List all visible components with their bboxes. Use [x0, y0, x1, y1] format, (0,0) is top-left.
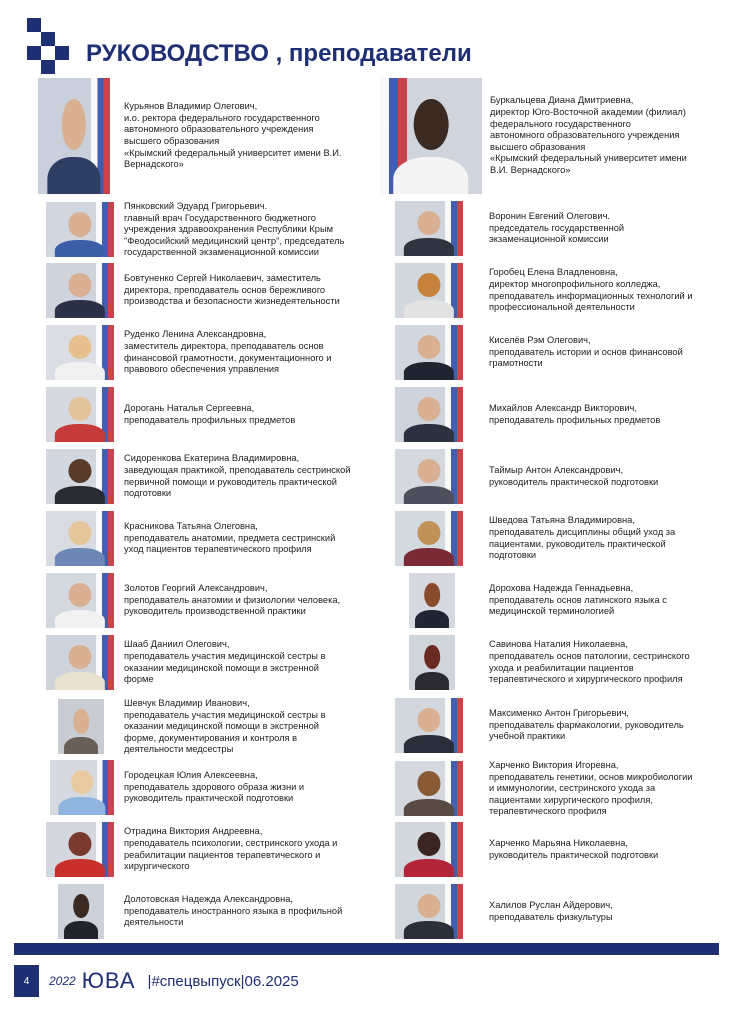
- staff-caption: Шведова Татьяна Владимировна, преподаватель дисциплины общий уход за пациентами, руководитель практической подготовки: [489, 515, 676, 561]
- logo-mark: [27, 18, 71, 74]
- staff-card: [38, 78, 342, 194]
- staff-photo: [46, 573, 114, 628]
- staff-photo: [58, 884, 104, 939]
- staff-caption: Бовтуненко Сергей Николаевич, заместитель директора, преподаватель основ бережливого производства и безопасности жизнедеятельности: [124, 273, 340, 307]
- staff-card: [46, 263, 340, 318]
- staff-card: [395, 884, 613, 939]
- footer-brand: ЮВА: [81, 968, 136, 993]
- staff-card: [46, 449, 350, 504]
- staff-photo: [409, 635, 455, 690]
- staff-photo: [395, 698, 463, 753]
- staff-caption: Харченко Виктория Игоревна, преподаватель генетики, основ микробиологии и иммунологии, сестринского ухода за пациентами хирургического профиля, терапевтического профиля: [489, 760, 693, 817]
- staff-caption: Михайлов Александр Викторович, преподаватель профильных предметов: [489, 402, 661, 425]
- footer: [14, 965, 299, 997]
- staff-photo: [395, 511, 463, 566]
- staff-caption: Золотов Георгий Александрович, преподаватель анатомии и физиологии человека, руководитель производственной практики: [124, 583, 341, 617]
- staff-photo: [395, 201, 463, 256]
- footer-issue: |#спецвыпуск|06.2025: [147, 972, 299, 990]
- staff-caption: Пянковский Эдуард Григорьевич. главный врач Государственного бюджетного учреждения здравоохранения Республики Крым "Феодосийский медицинский центр", председатель государственной экзаменационной комиссии: [124, 201, 345, 258]
- staff-caption: Красникова Татьяна Олеговна, преподаватель анатомии, предмета сестринский уход пациентов терапевтического профиля: [124, 521, 336, 555]
- staff-caption: Долотовская Надежда Александровна, преподаватель иностранного языка в профильной деятельности: [124, 894, 343, 928]
- staff-photo: [46, 511, 114, 566]
- staff-photo: [395, 449, 463, 504]
- staff-caption: Максименко Антон Григорьевич, преподаватель фармакологии, руководитель учебной практики: [489, 708, 684, 742]
- staff-card: [46, 325, 332, 380]
- staff-card: [395, 698, 684, 753]
- staff-caption: Курьянов Владимир Олегович, и.о. ректора федерального государственного автономного образовательного учреждения высшего образования «Крымский федеральный университет имени В.И. Вернадского»: [124, 101, 342, 170]
- page-title: РУКОВОДСТВО , преподаватели: [86, 40, 472, 67]
- staff-photo: [395, 325, 463, 380]
- staff-caption: Харченко Марьяна Николаевна, руководитель практической подготовки: [489, 837, 659, 860]
- staff-caption: Руденко Ленина Александровна, заместитель директора, преподаватель основ финансовой грамотности, документационного и правового обеспечения управления: [124, 329, 332, 375]
- staff-card: [395, 760, 692, 818]
- staff-card: [409, 573, 667, 628]
- bottom-divider: [14, 943, 719, 955]
- staff-photo: [38, 78, 110, 194]
- staff-photo: [50, 760, 114, 815]
- staff-photo: [46, 822, 114, 877]
- staff-photo: [395, 822, 463, 877]
- staff-card: [58, 884, 342, 939]
- staff-card: [380, 78, 687, 194]
- staff-card: [395, 325, 683, 380]
- staff-card: [46, 387, 295, 442]
- staff-caption: Дорохова Надежда Геннадьевна, преподаватель основ латинского языка с медицинской терминологией: [489, 583, 667, 617]
- staff-card: [395, 201, 624, 256]
- staff-card: [395, 387, 660, 442]
- footer-year: 2022: [49, 974, 76, 988]
- page-number: 4: [14, 965, 39, 997]
- staff-photo: [395, 761, 463, 816]
- staff-photo: [395, 387, 463, 442]
- staff-caption: Таймыр Антон Александрович, руководитель практической подготовки: [489, 464, 659, 487]
- staff-caption: Шевчук Владимир Иванович, преподаватель участия медицинской сестры в оказании медицинской помощи в экстренной форме, документирования и контроля в деятельности медсестры: [124, 698, 326, 755]
- staff-caption: Дорогань Наталья Сергеевна, преподаватель профильных предметов: [124, 402, 296, 425]
- staff-caption: Савинова Наталия Николаевна, преподаватель основ патологии, сестринского ухода и реабилитации пациентов терапевтического и хирургического профиля: [489, 639, 690, 685]
- staff-caption: Отрадина Виктория Андреевна, преподаватель психологии, сестринского ухода и реабилитации пациентов терапевтического и хирургического: [124, 826, 338, 872]
- staff-card: [46, 511, 335, 566]
- staff-card: [46, 635, 326, 690]
- staff-card: [395, 822, 658, 877]
- staff-photo: [46, 263, 114, 318]
- staff-photo: [380, 78, 482, 194]
- staff-photo: [409, 573, 455, 628]
- staff-photo: [46, 449, 114, 504]
- staff-caption: Сидоренкова Екатерина Владимировна, заведующая практикой, преподаватель сестринской первичной помощи и руководитель практической подготовки: [124, 453, 351, 499]
- staff-card: [46, 822, 337, 877]
- staff-card: [395, 263, 693, 318]
- staff-caption: Халилов Руслан Айдерович, преподаватель физкультуры: [489, 899, 613, 922]
- staff-card: [409, 635, 690, 690]
- staff-photo: [46, 325, 114, 380]
- staff-card: [46, 573, 340, 628]
- staff-card: [50, 760, 304, 815]
- staff-card: [58, 698, 326, 756]
- staff-card: [395, 449, 658, 504]
- staff-photo: [46, 635, 114, 690]
- staff-caption: Буркальцева Диана Дмитриевна, директор Юго-Восточной академии (филиал) федерального государственного автономного образовательного учреждения высшего образования «Крымский федеральный университет имени В.И. Вернадского»: [490, 95, 687, 175]
- staff-photo: [46, 387, 114, 442]
- staff-caption: Воронин Евгений Олегович. председатель государственной экзаменационной комиссии: [489, 211, 625, 245]
- staff-caption: Городецкая Юлия Алексеевна, преподаватель здорового образа жизни и руководитель практической подготовки: [124, 770, 305, 804]
- staff-photo: [46, 202, 114, 257]
- staff-photo: [395, 884, 463, 939]
- staff-photo: [395, 263, 463, 318]
- staff-card: [46, 201, 344, 259]
- staff-photo: [58, 699, 104, 754]
- staff-caption: Киселёв Рэм Олегович, преподаватель истории и основ финансовой грамотности: [489, 335, 683, 369]
- staff-caption: Шааб Даниил Олегович, преподаватель участия медицинской сестры в оказании медицинской помощи в экстренной форме: [124, 639, 326, 685]
- staff-card: [395, 511, 675, 566]
- staff-caption: Горобец Елена Владленовна, директор многопрофильного колледжа, преподаватель информационных технологий и профессиональной деятельности: [489, 267, 693, 313]
